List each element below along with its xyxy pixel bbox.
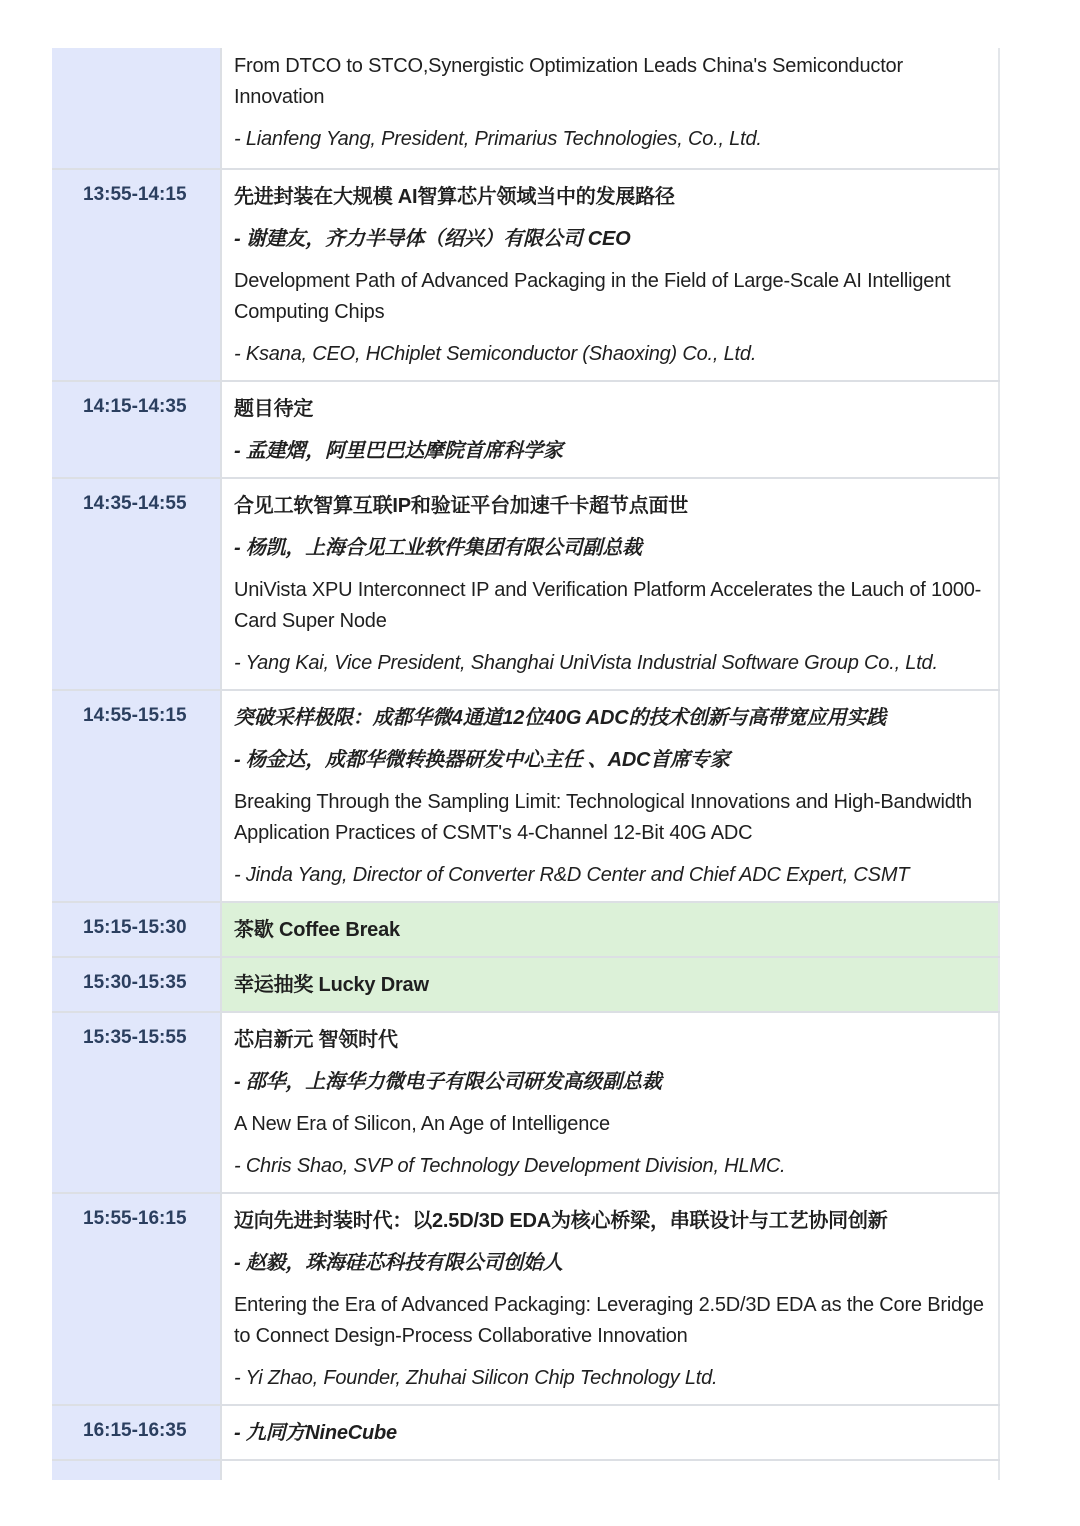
session-title-en: Development Path of Advanced Packaging in the Field of Large-Scale AI Intelligent Computing Chips xyxy=(234,270,951,323)
time-cell: 16:15-16:35 xyxy=(52,1406,222,1459)
session-cell xyxy=(222,382,1000,477)
time-cell: 15:30-15:35 xyxy=(52,958,222,1011)
session-title-zh: 合见工软智算互联IP和验证平台加速千卡超节点面世 xyxy=(234,495,689,517)
agenda-row xyxy=(52,382,1000,479)
time-cell: 13:55-14:15 xyxy=(52,170,222,380)
speaker-zh: - 杨凯，上海合见工业软件集团有限公司副总裁 xyxy=(234,537,642,559)
session-cell xyxy=(222,1194,1000,1404)
speaker-zh: - 杨金达，成都华微转换器研发中心主任 、ADC首席专家 xyxy=(234,749,730,771)
agenda-row-break xyxy=(52,903,1000,958)
session-title-zh: 题目待定 xyxy=(234,398,314,420)
time-cell: 15:35-15:55 xyxy=(52,1013,222,1192)
session-cell xyxy=(222,1461,1000,1480)
agenda-row-partial xyxy=(52,1461,1000,1480)
agenda-row xyxy=(52,479,1000,691)
session-cell xyxy=(222,691,1000,901)
break-cell xyxy=(222,958,1000,1011)
speaker-zh: - 九同方NineCube xyxy=(234,1422,397,1444)
agenda-row xyxy=(52,691,1000,903)
time-cell xyxy=(52,48,222,168)
time-cell xyxy=(52,1461,222,1480)
session-title-en: Breaking Through the Sampling Limit: Technological Innovations and High-Bandwidth Application Practices of CSMT's 4-Channel 12-Bit 40G ADC xyxy=(234,791,972,844)
speaker-en: - Ksana, CEO, HChiplet Semiconductor (Shaoxing) Co., Ltd. xyxy=(234,343,757,365)
session-title-en: Entering the Era of Advanced Packaging: Leveraging 2.5D/3D EDA as the Core Bridge to Connect Design-Process Collaborative Innovation xyxy=(234,1294,984,1347)
agenda-row xyxy=(52,1194,1000,1406)
speaker-en: - Yi Zhao, Founder, Zhuhai Silicon Chip Technology Ltd. xyxy=(234,1367,718,1389)
time-cell: 14:15-14:35 xyxy=(52,382,222,477)
session-cell xyxy=(222,1013,1000,1192)
time-cell: 14:55-15:15 xyxy=(52,691,222,901)
time-cell: 14:35-14:55 xyxy=(52,479,222,689)
session-title-zh: 先进封装在大规模 AI智算芯片领域当中的发展路径 xyxy=(234,186,675,208)
agenda-row xyxy=(52,1406,1000,1461)
session-title-zh: 迈向先进封装时代：以2.5D/3D EDA为核心桥梁，串联设计与工艺协同创新 xyxy=(234,1210,888,1232)
coffee-break-label: 茶歇 Coffee Break xyxy=(234,919,400,941)
agenda-row xyxy=(52,1013,1000,1194)
time-cell: 15:55-16:15 xyxy=(52,1194,222,1404)
session-cell xyxy=(222,48,1000,168)
speaker-zh: - 谢建友，齐力半导体（绍兴）有限公司 CEO xyxy=(234,228,631,250)
speaker-en: - Yang Kai, Vice President, Shanghai UniVista Industrial Software Group Co., Ltd. xyxy=(234,652,938,674)
speaker-zh: - 邵华，上海华力微电子有限公司研发高级副总裁 xyxy=(234,1071,662,1093)
agenda-table xyxy=(52,48,1000,1480)
agenda-row-break xyxy=(52,958,1000,1013)
session-title-zh: 芯启新元 智领时代 xyxy=(234,1029,398,1051)
session-title-en: From DTCO to STCO,Synergistic Optimization Leads China's Semiconductor Innovation xyxy=(234,55,903,108)
session-title-en: A New Era of Silicon, An Age of Intelligence xyxy=(234,1113,610,1135)
session-cell xyxy=(222,479,1000,689)
time-cell: 15:15-15:30 xyxy=(52,903,222,956)
session-cell xyxy=(222,170,1000,380)
speaker-en: - Jinda Yang, Director of Converter R&D Center and Chief ADC Expert, CSMT xyxy=(234,864,910,886)
agenda-row xyxy=(52,170,1000,382)
agenda-row xyxy=(52,48,1000,170)
speaker-en: - Lianfeng Yang, President, Primarius Technologies, Co., Ltd. xyxy=(234,128,762,150)
session-title-en: UniVista XPU Interconnect IP and Verification Platform Accelerates the Lauch of 1000-Card Super Node xyxy=(234,579,982,632)
session-cell xyxy=(222,1406,1000,1459)
lucky-draw-label: 幸运抽奖 Lucky Draw xyxy=(234,974,429,996)
speaker-zh: - 赵毅，珠海硅芯科技有限公司创始人 xyxy=(234,1252,563,1274)
break-cell xyxy=(222,903,1000,956)
session-title-zh: 突破采样极限：成都华微4通道12位40G ADC的技术创新与高带宽应用实践 xyxy=(234,707,886,729)
speaker-zh: - 孟建熠，阿里巴巴达摩院首席科学家 xyxy=(234,440,563,462)
speaker-en: - Chris Shao, SVP of Technology Development Division, HLMC. xyxy=(234,1155,786,1177)
